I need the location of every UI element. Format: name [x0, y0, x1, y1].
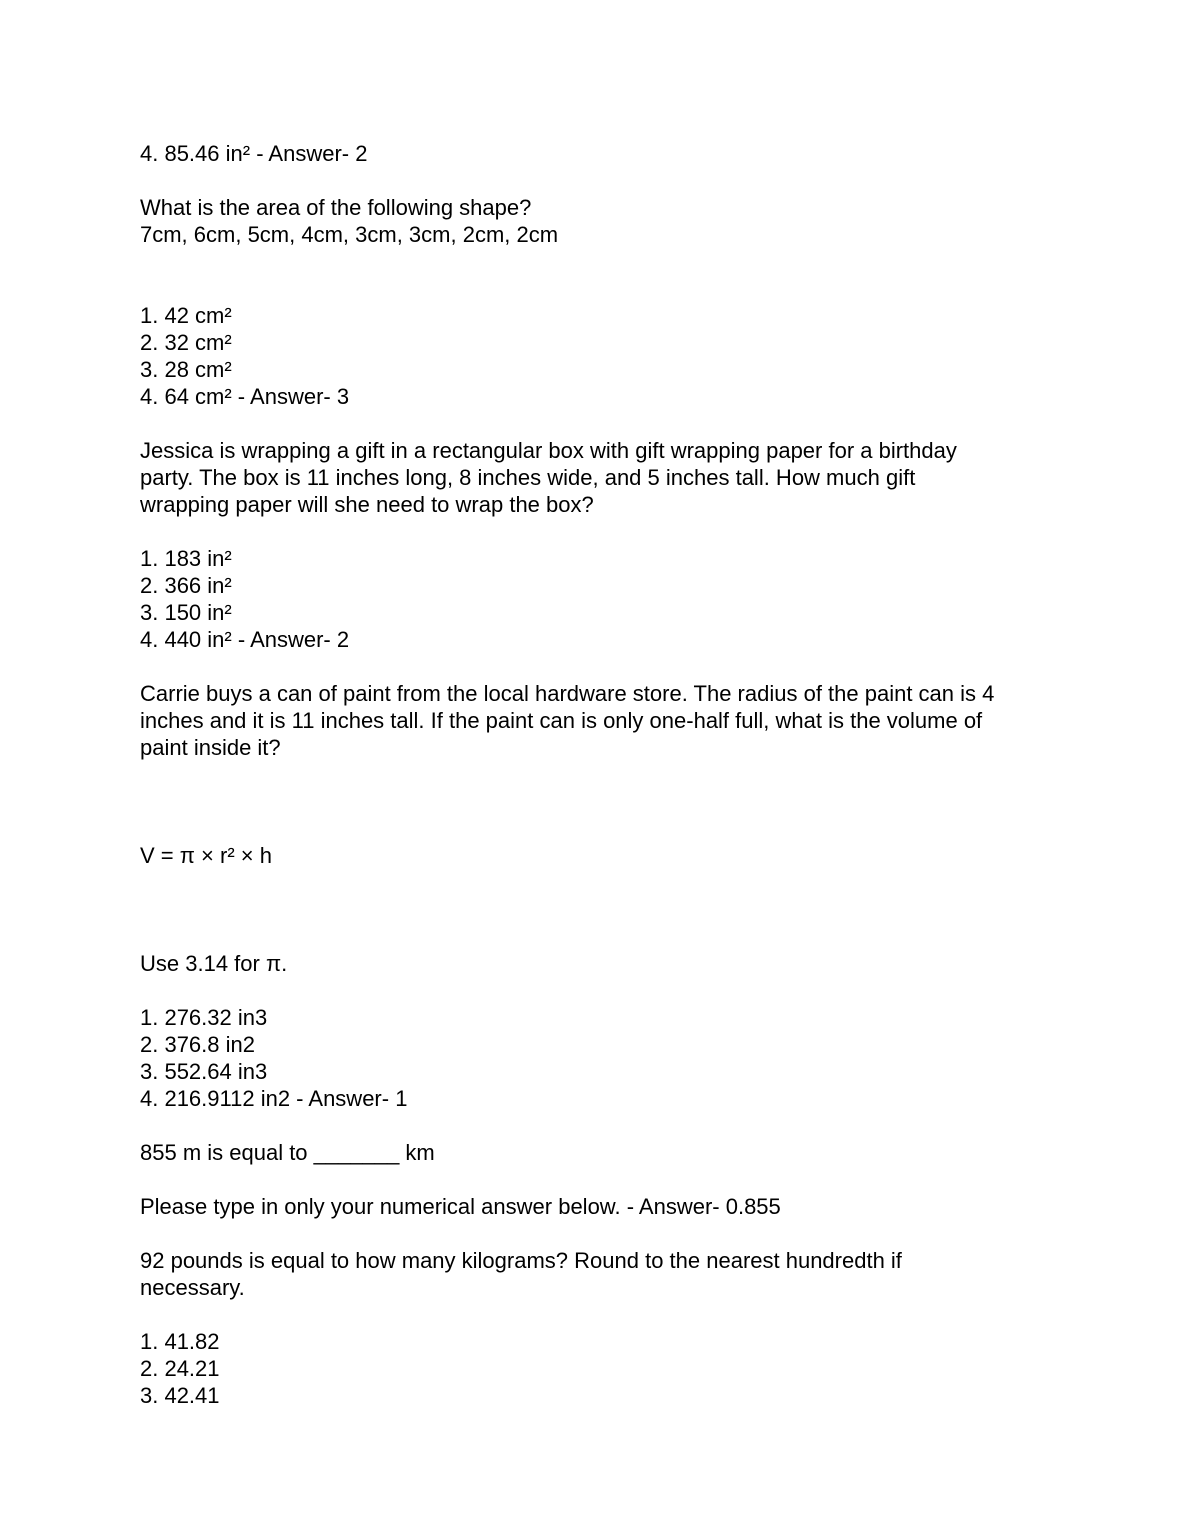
- q1-option-4: 4. 64 cm² - Answer- 3: [140, 384, 350, 409]
- q3-formula: V = π × r² × h: [140, 843, 272, 868]
- q3-option-4: 4. 216.9112 in2 - Answer- 1: [140, 1086, 408, 1111]
- q5-option-3: 3. 42.41: [140, 1383, 220, 1408]
- q3-option-1: 1. 276.32 in3: [140, 1005, 268, 1030]
- q2-option-4: 4. 440 in² - Answer- 2: [140, 627, 350, 652]
- q3-question-line-2: inches and it is 11 inches tall. If the paint can is only one-half full, what is the volume of: [140, 708, 983, 733]
- q1-option-1: 1. 42 cm²: [140, 303, 232, 328]
- q1-option-3: 3. 28 cm²: [140, 357, 232, 382]
- q1-option-2: 2. 32 cm²: [140, 330, 232, 355]
- q2-question-line-2: party. The box is 11 inches long, 8 inches wide, and 5 inches tall. How much gift: [140, 465, 916, 490]
- q2-question-line-3: wrapping paper will she need to wrap the box?: [140, 492, 594, 517]
- q3-question-line-3: paint inside it?: [140, 735, 281, 760]
- q5-option-2: 2. 24.21: [140, 1356, 220, 1381]
- q1-dimensions: 7cm, 6cm, 5cm, 4cm, 3cm, 3cm, 2cm, 2cm: [140, 222, 559, 247]
- document-page: [140, 140, 1060, 1409]
- q0-option-4: 4. 85.46 in² - Answer- 2: [140, 141, 368, 166]
- q5-option-1: 1. 41.82: [140, 1329, 220, 1354]
- q3-option-2: 2. 376.8 in2: [140, 1032, 255, 1057]
- q4-instruction: Please type in only your numerical answer below. - Answer- 0.855: [140, 1194, 781, 1219]
- q3-question-line-1: Carrie buys a can of paint from the local hardware store. The radius of the paint can is 4: [140, 681, 995, 706]
- q2-option-1: 1. 183 in²: [140, 546, 232, 571]
- q1-question: What is the area of the following shape?: [140, 195, 532, 220]
- q2-option-2: 2. 366 in²: [140, 573, 232, 598]
- q3-option-3: 3. 552.64 in3: [140, 1059, 268, 1084]
- q5-question-line-2: necessary.: [140, 1275, 245, 1300]
- q2-question-line-1: Jessica is wrapping a gift in a rectangular box with gift wrapping paper for a birthday: [140, 438, 957, 463]
- q3-note: Use 3.14 for π.: [140, 951, 288, 976]
- q4-question: 855 m is equal to _______ km: [140, 1140, 435, 1165]
- q2-option-3: 3. 150 in²: [140, 600, 232, 625]
- q5-question-line-1: 92 pounds is equal to how many kilograms? Round to the nearest hundredth if: [140, 1248, 902, 1273]
